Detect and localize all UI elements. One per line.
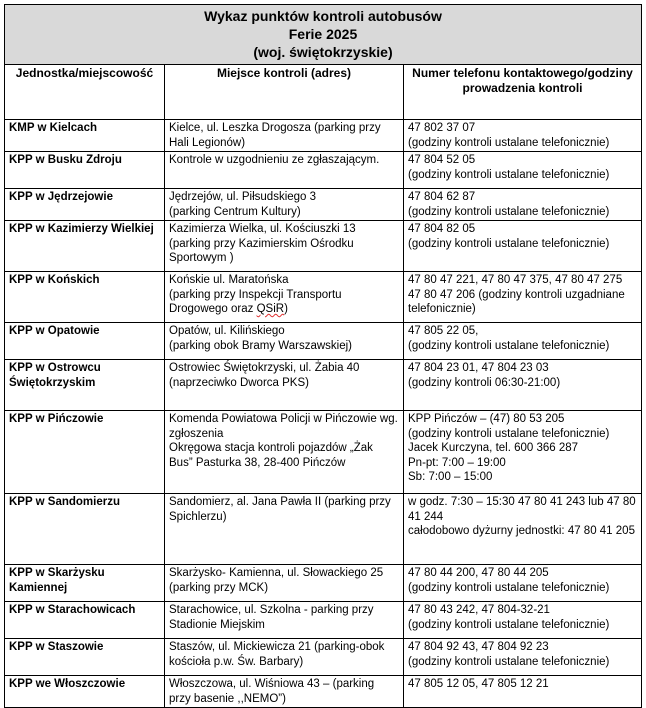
location-cell: Opatów, ul. Kilińskiego (parking obok Bramy Warszawskiej)	[165, 323, 404, 360]
table-row	[5, 494, 642, 565]
table-row	[5, 152, 642, 189]
title-row	[5, 5, 642, 65]
location-cell: Skarżysko- Kamienna, ul. Słowackiego 25 (parking przy MCK)	[165, 565, 404, 602]
table-row	[5, 602, 642, 639]
location-cell: Kielce, ul. Leszka Drogosza (parking przy Hali Legionów)	[165, 120, 404, 152]
location-cell: Końskie ul. Maratońska (parking przy Inspekcji Transportu Drogowego oraz QSiR)	[165, 272, 404, 323]
phone-cell: KPP Pińczów – (47) 80 53 205 (godziny kontroli ustalane telefonicznie) Jacek Kurczyna, tel. 600 366 287 Pn-pt: 7:00 – 19:00 Sb: 7:00 – 15:00	[404, 411, 642, 494]
location-cell: Włoszczowa, ul. Wiśniowa 43 – (parking przy basenie ,,NEMO”)	[165, 676, 404, 708]
title-line-3: (woj. świętokrzyskie)	[253, 44, 393, 60]
phone-cell: 47 802 37 07 (godziny kontroli ustalane telefonicznie)	[404, 120, 642, 152]
unit-cell: KMP w Kielcach	[5, 120, 165, 152]
table-row	[5, 189, 642, 221]
title-line-1: Wykaz punktów kontroli autobusów	[204, 8, 442, 24]
header-location: Miejsce kontroli (adres)	[165, 65, 404, 120]
header-unit: Jednostka/miejscowość	[5, 65, 165, 120]
unit-cell: KPP w Pińczowie	[5, 411, 165, 494]
phone-cell: 47 805 22 05, (godziny kontroli ustalane telefonicznie)	[404, 323, 642, 360]
unit-cell: KPP w Ostrowcu Świętokrzyskim	[5, 360, 165, 411]
phone-cell: 47 80 44 200, 47 80 44 205 (godziny kontroli ustalane telefonicznie)	[404, 565, 642, 602]
table-row	[5, 411, 642, 494]
table-row	[5, 565, 642, 602]
phone-cell: 47 805 12 05, 47 805 12 21	[404, 676, 642, 708]
unit-cell: KPP w Busku Zdroju	[5, 152, 165, 189]
unit-cell: KPP w Starachowicach	[5, 602, 165, 639]
phone-cell: 47 80 47 221, 47 80 47 375, 47 80 47 275 47 80 47 206 (godziny kontroli uzgadniane telefonicznie)	[404, 272, 642, 323]
location-cell: Kazimierza Wielka, ul. Kościuszki 13 (parking przy Kazimierskim Ośrodku Sportowym )	[165, 221, 404, 272]
phone-cell: w godz. 7:30 – 15:30 47 80 41 243 lub 47 80 41 244 całodobowo dyżurny jednostki: 47 80 41 205	[404, 494, 642, 565]
phone-cell: 47 804 92 43, 47 804 92 23 (godziny kontroli ustalane telefonicznie)	[404, 639, 642, 676]
table-row	[5, 323, 642, 360]
header-row	[5, 65, 642, 120]
table-row	[5, 360, 642, 411]
location-cell: Staszów, ul. Mickiewicza 21 (parking-obok kościoła p.w. Św. Barbary)	[165, 639, 404, 676]
spellcheck-mark: QSiR	[256, 303, 285, 315]
unit-cell: KPP w Staszowie	[5, 639, 165, 676]
location-cell: Komenda Powiatowa Policji w Pińczowie wg. zgłoszenia Okręgowa stacja kontroli pojazdów „Żak Bus” Pasturka 38, 28-400 Pińczów	[165, 411, 404, 494]
location-cell: Sandomierz, al. Jana Pawła II (parking przy Spichlerzu)	[165, 494, 404, 565]
phone-cell: 47 804 82 05 (godziny kontroli ustalane telefonicznie)	[404, 221, 642, 272]
unit-cell: KPP w Końskich	[5, 272, 165, 323]
location-cell: Starachowice, ul. Szkolna - parking przy Stadionie Miejskim	[165, 602, 404, 639]
table-title	[5, 5, 642, 65]
title-line-2: Ferie 2025	[288, 26, 358, 42]
table-row	[5, 120, 642, 152]
header-phone: Numer telefonu kontaktowego/godziny prowadzenia kontroli	[404, 65, 642, 120]
phone-cell: 47 804 23 01, 47 804 23 03 (godziny kontroli 06:30-21:00)	[404, 360, 642, 411]
unit-cell: KPP we Włoszczowie	[5, 676, 165, 708]
unit-cell: KPP w Jędrzejowie	[5, 189, 165, 221]
unit-cell: KPP w Sandomierzu	[5, 494, 165, 565]
table-row	[5, 676, 642, 708]
location-cell: Jędrzejów, ul. Piłsudskiego 3 (parking Centrum Kultury)	[165, 189, 404, 221]
phone-cell: 47 80 43 242, 47 804-32-21 (godziny kontroli ustalane telefonicznie)	[404, 602, 642, 639]
unit-cell: KPP w Skarżysku Kamiennej	[5, 565, 165, 602]
bus-control-table	[4, 4, 642, 708]
phone-cell: 47 804 52 05 (godziny kontroli ustalane telefonicznie)	[404, 152, 642, 189]
location-cell: Kontrole w uzgodnieniu ze zgłaszającym.	[165, 152, 404, 189]
unit-cell: KPP w Kazimierzy Wielkiej	[5, 221, 165, 272]
table-row	[5, 639, 642, 676]
unit-cell: KPP w Opatowie	[5, 323, 165, 360]
location-cell: Ostrowiec Świętokrzyski, ul. Żabia 40 (naprzeciwko Dworca PKS)	[165, 360, 404, 411]
table-row	[5, 272, 642, 323]
phone-cell: 47 804 62 87 (godziny kontroli ustalane telefonicznie)	[404, 189, 642, 221]
table-row	[5, 221, 642, 272]
